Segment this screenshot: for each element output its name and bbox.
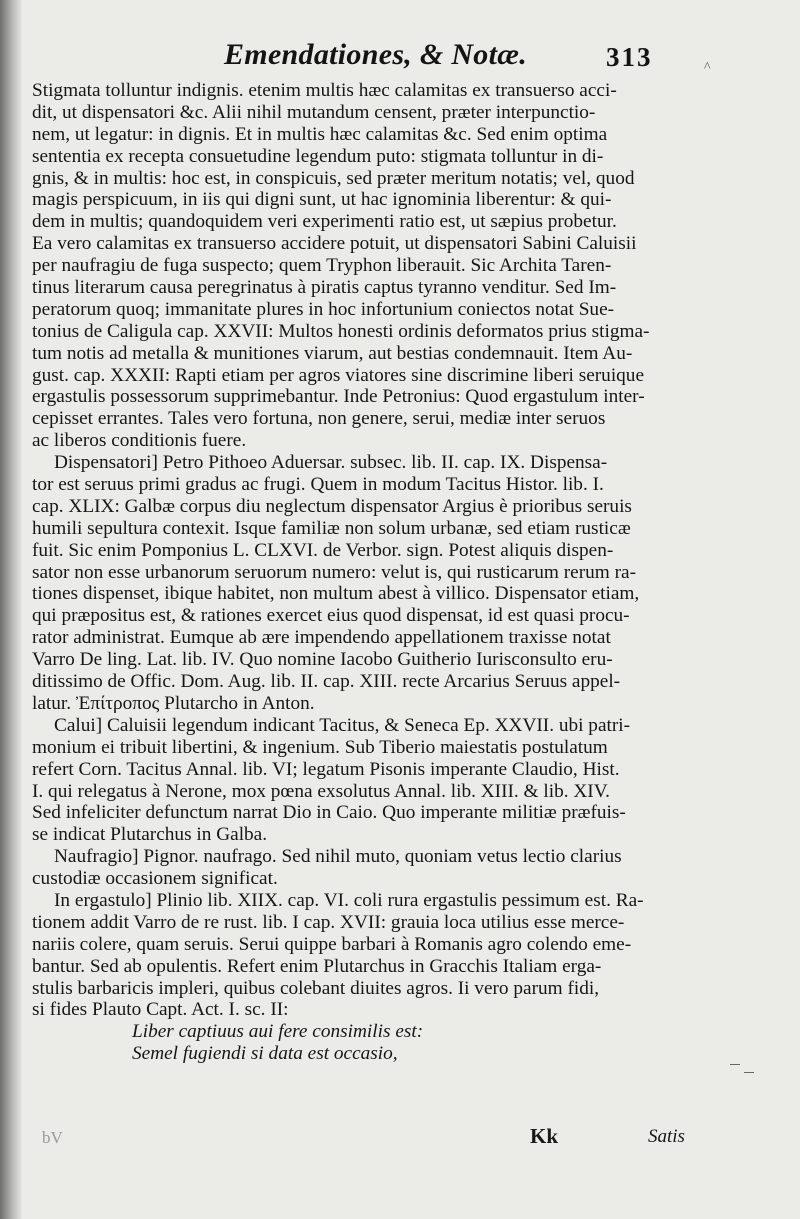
text-line: Varro De ling. Lat. lib. IV. Quo nomine Iacobo Guitherio Iurisconsulto eru-: [32, 649, 613, 671]
text-line: humili sepultura contexit. Isque familiæ non solum urbanæ, sed etiam rusticæ: [32, 517, 631, 539]
text-line: gnis, & in multis: hoc est, in conspicuis, sed præter meritum notatis; vel, quod: [32, 167, 635, 189]
page-footer: [0, 1120, 800, 1160]
catchword: Satis: [648, 1126, 685, 1147]
text-line: tionem addit Varro de re rust. lib. I cap. XVII: grauia loca utilius esse merce-: [32, 911, 625, 933]
text-line: tor est seruus primi gradus ac frugi. Quem in modum Tacitus Histor. lib. I.: [32, 474, 604, 496]
text-line: monium ei tribuit libertini, & ingenium. Sub Tiberio maiestatis postulatum: [32, 736, 608, 758]
text-line: qui præpositus est, & rationes exercet eius quod dispensat, id est quasi procu-: [32, 605, 630, 627]
text-line: nariis colere, quam seruis. Serui quippe barbari à Romanis agro colendo eme-: [32, 933, 632, 955]
text-line: sator non esse urbanorum seruorum numero: velut is, qui rusticarum rerum ra-: [32, 561, 636, 583]
text-line: tiones dispenset, ibique habitet, non multum abest à villico. Dispensator etiam,: [32, 583, 640, 605]
text-line: sententia ex recepta consuetudine legendum puto: stigmata tolluntur in di-: [32, 145, 604, 167]
text-line: Dispensatori] Petro Pithoeo Aduersar. subsec. lib. II. cap. IX. Dispensa-: [54, 452, 608, 474]
text-line: gust. cap. XXXII: Rapti etiam per agros viatores sine discrimine liberi seruique: [32, 364, 645, 386]
text-line: magis perspicuum, in iis qui digni sunt, ut hac ignominia liberentur: & qui-: [32, 189, 612, 211]
text-line: cepisset errantes. Tales vero fortuna, non genere, serui, mediæ inter seruos: [32, 408, 606, 430]
margin-marks: [726, 1060, 786, 1080]
text-line: peratorum quoq; immanitate plures in hoc infortunium coniectos notat Sue-: [32, 298, 615, 320]
text-line: tonius de Caligula cap. XXVII: Multos honesti ordinis deformatos prius stigma-: [32, 320, 650, 342]
verse-line: Liber captiuus aui fere consimilis est:: [132, 1021, 424, 1043]
text-line: fuit. Sic enim Pomponius L. CLXVI. de Verbor. sign. Potest aliquis dispen-: [32, 539, 614, 561]
margin-tick: [744, 1072, 754, 1073]
text-line: refert Corn. Tacitus Annal. lib. VI; legatum Pisonis imperante Claudio, Hist.: [32, 758, 620, 780]
text-line: si fides Plauto Capt. Act. I. sc. II:: [32, 999, 289, 1021]
text-line: I. qui relegatus à Nerone, mox pœna exsolutus Annal. lib. XIII. & lib. XIV.: [32, 780, 610, 802]
page-number: 313: [606, 42, 653, 72]
text-line: cap. XLIX: Galbæ corpus diu neglectum dispensator Argius è prioribus seruis: [32, 495, 632, 517]
signature-mark: Kk: [530, 1124, 559, 1148]
text-line: ac liberos conditionis fuere.: [32, 430, 247, 452]
text-line: In ergastulo] Plinio lib. XIIX. cap. VI. coli rura ergastulis pessimum est. Ra-: [54, 889, 644, 911]
text-line: Calui] Caluisii legendum indicant Tacitus, & Seneca Ep. XXVII. ubi patri-: [54, 714, 631, 736]
text-line: ditissimo de Offic. Dom. Aug. lib. II. cap. XIII. recte Arcarius Seruus appel-: [32, 671, 621, 693]
text-line: tum notis ad metalla & munitiones viarum, aut bestias condemnauit. Item Au-: [32, 342, 633, 364]
corner-mark: ^: [704, 60, 711, 75]
text-line: stulis barbaricis impleri, quibus colebant diuites agros. Ii vero parum fidi,: [32, 977, 600, 999]
text-line: se indicat Plutarchus in Galba.: [32, 824, 268, 846]
text-line: Sed infeliciter defunctum narrat Dio in Caio. Quo imperante militiæ præfuis-: [32, 802, 626, 824]
text-line: ergastulis possessorum supprimebantur. Inde Petronius: Quod ergastulum inter-: [32, 386, 645, 408]
text-line: dit, ut dispensatori &c. Alii nihil mutandum censent, præter interpunctio-: [32, 101, 596, 123]
text-line: tinus literarum causa peregrinatus à piratis captus tyranno venditur. Sed Im-: [32, 277, 617, 299]
margin-tick: [730, 1064, 740, 1065]
text-line: rator administrat. Eumque ab ære impendendo appellationem traxisse notat: [32, 627, 611, 649]
verse-line: Semel fugiendi si data est occasio,: [132, 1043, 398, 1065]
text-line: Naufragio] Pignor. naufrago. Sed nihil muto, quoniam vetus lectio clarius: [54, 846, 622, 868]
text-line: Ea vero calamitas ex transuerso accidere potuit, ut dispensatori Sabini Caluisii: [32, 233, 637, 255]
text-line: Stigmata tolluntur indignis. etenim multis hæc calamitas ex transuerso acci-: [32, 80, 617, 101]
text-line: dem in multis; quandoquidem veri experimenti ratio est, ut sæpius probetur.: [32, 211, 617, 233]
text-line: custodiæ occasionem significat.: [32, 868, 278, 890]
text-line: nem, ut legatur: in dignis. Et in multis hæc calamitas &c. Sed enim optima: [32, 123, 608, 145]
page-header: [0, 38, 800, 78]
text-line: per naufragiu de fuga suspecto; quem Tryphon liberauit. Sic Archita Taren-: [32, 255, 612, 277]
bleed-through-mark: bV: [42, 1128, 63, 1147]
running-title: Emendationes, & Notæ.: [224, 38, 527, 71]
page-gutter-shadow: [0, 0, 22, 1219]
text-line: latur. Ἐπίτροπος Plutarcho in Anton.: [32, 692, 315, 714]
body-text: [32, 80, 712, 1065]
text-line: bantur. Sed ab opulentis. Refert enim Plutarchus in Gracchis Italiam erga-: [32, 955, 602, 977]
